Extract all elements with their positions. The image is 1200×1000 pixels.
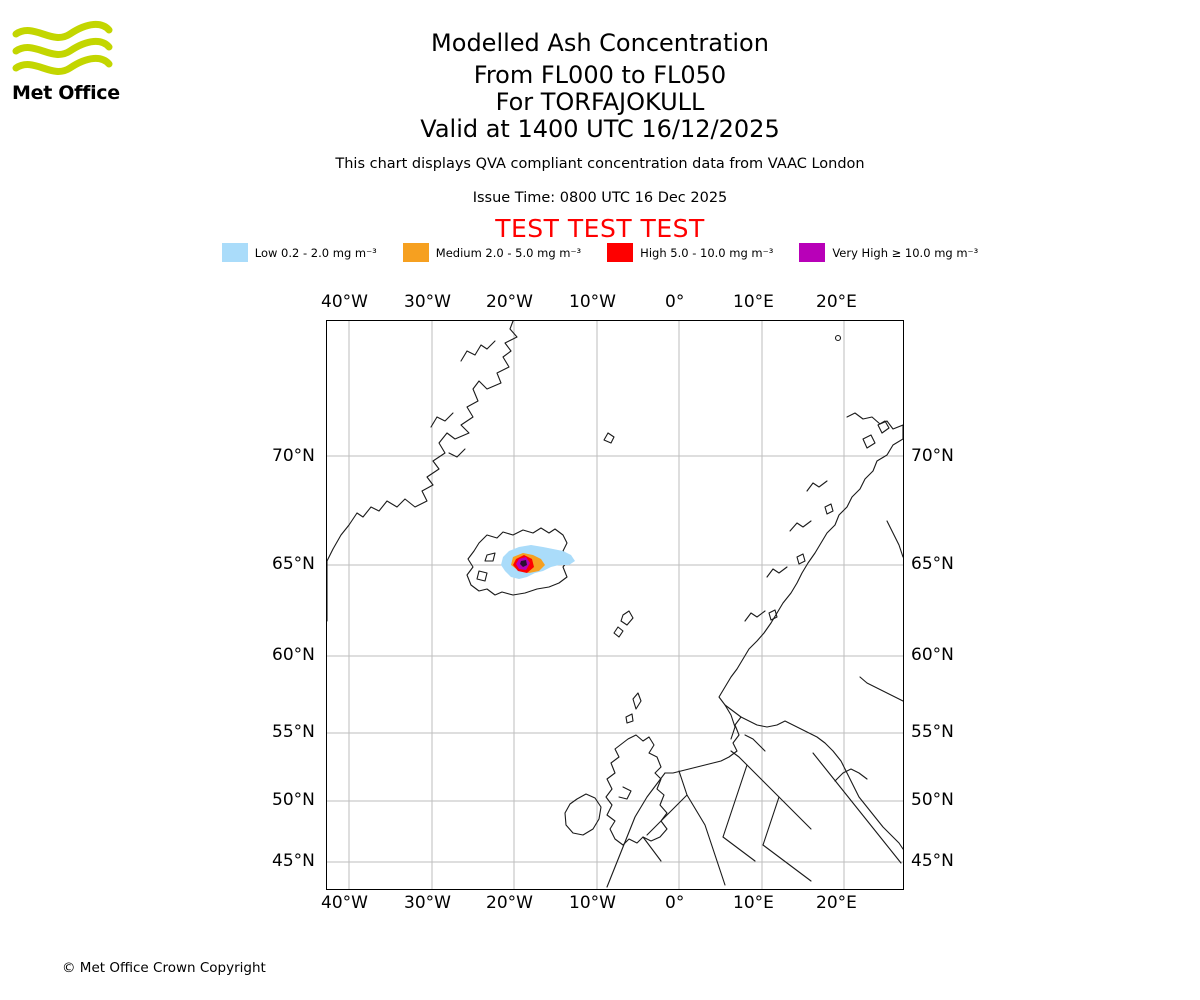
legend-label-low: Low 0.2 - 2.0 mg m⁻³: [254, 245, 377, 260]
right-axis-label-55n: 55°N: [911, 722, 954, 742]
left-axis-label-55n: 55°N: [272, 722, 315, 742]
bottom-axis-label-20e: 20°E: [816, 893, 857, 913]
left-axis-label-70n: 70°N: [272, 446, 315, 466]
left-axis-label-65n: 65°N: [272, 554, 315, 574]
right-axis-label-45n: 45°N: [911, 851, 954, 871]
bottom-axis-label-10w: 10°W: [569, 893, 616, 913]
legend-item-high: [607, 243, 773, 262]
bottom-axis-label-10e: 10°E: [733, 893, 774, 913]
top-axis-label-30w: 30°W: [404, 292, 451, 312]
concentration-legend: [0, 243, 1200, 262]
left-axis-label-60n: 60°N: [272, 645, 315, 665]
legend-item-medium: [403, 243, 581, 262]
legend-swatch-high: [607, 243, 633, 262]
right-axis-label-65n: 65°N: [911, 554, 954, 574]
copyright-notice: © Met Office Crown Copyright: [62, 960, 266, 976]
top-axis-label-20e: 20°E: [816, 292, 857, 312]
right-axis-label-60n: 60°N: [911, 645, 954, 665]
legend-label-medium: Medium 2.0 - 5.0 mg m⁻³: [435, 245, 582, 260]
bottom-axis-label-20w: 20°W: [486, 893, 533, 913]
legend-swatch-low: [222, 243, 248, 262]
bottom-axis-label-30w: 30°W: [404, 893, 451, 913]
chart-subtitle: This chart displays QVA compliant concentration data from VAAC London: [335, 156, 865, 172]
issue-time: Issue Time: 0800 UTC 16 Dec 2025: [472, 190, 728, 206]
bottom-axis-label-40w: 40°W: [321, 893, 368, 913]
legend-item-low: [222, 243, 377, 262]
legend-label-very-high: Very High ≥ 10.0 mg m⁻³: [832, 245, 979, 260]
flight-level-range: From FL000 to FL050: [473, 61, 727, 89]
top-axis-label-0: 0°: [665, 292, 685, 312]
page-title: Modelled Ash Concentration: [431, 29, 769, 57]
test-banner: TEST TEST TEST: [495, 214, 705, 243]
graticule: [327, 321, 903, 889]
met-office-logo-text: Met Office: [12, 82, 120, 104]
right-axis-label-70n: 70°N: [911, 446, 954, 466]
map-canvas: [327, 321, 903, 889]
legend-swatch-very-high: [799, 243, 825, 262]
legend-label-high: High 5.0 - 10.0 mg m⁻³: [640, 245, 774, 260]
top-axis-label-20w: 20°W: [486, 292, 533, 312]
left-axis-label-50n: 50°N: [272, 790, 315, 810]
bottom-axis-label-0: 0°: [665, 893, 685, 913]
valid-time: Valid at 1400 UTC 16/12/2025: [420, 115, 780, 143]
coastlines: [327, 321, 903, 887]
right-axis-label-50n: 50°N: [911, 790, 954, 810]
ash-concentration-map[interactable]: [326, 320, 904, 890]
left-axis-label-45n: 45°N: [272, 851, 315, 871]
legend-item-very-high: [799, 243, 978, 262]
legend-swatch-medium: [403, 243, 429, 262]
top-axis-label-10w: 10°W: [569, 292, 616, 312]
top-axis-label-10e: 10°E: [733, 292, 774, 312]
volcano-name: For TORFAJOKULL: [495, 88, 705, 116]
top-axis-label-40w: 40°W: [321, 292, 368, 312]
